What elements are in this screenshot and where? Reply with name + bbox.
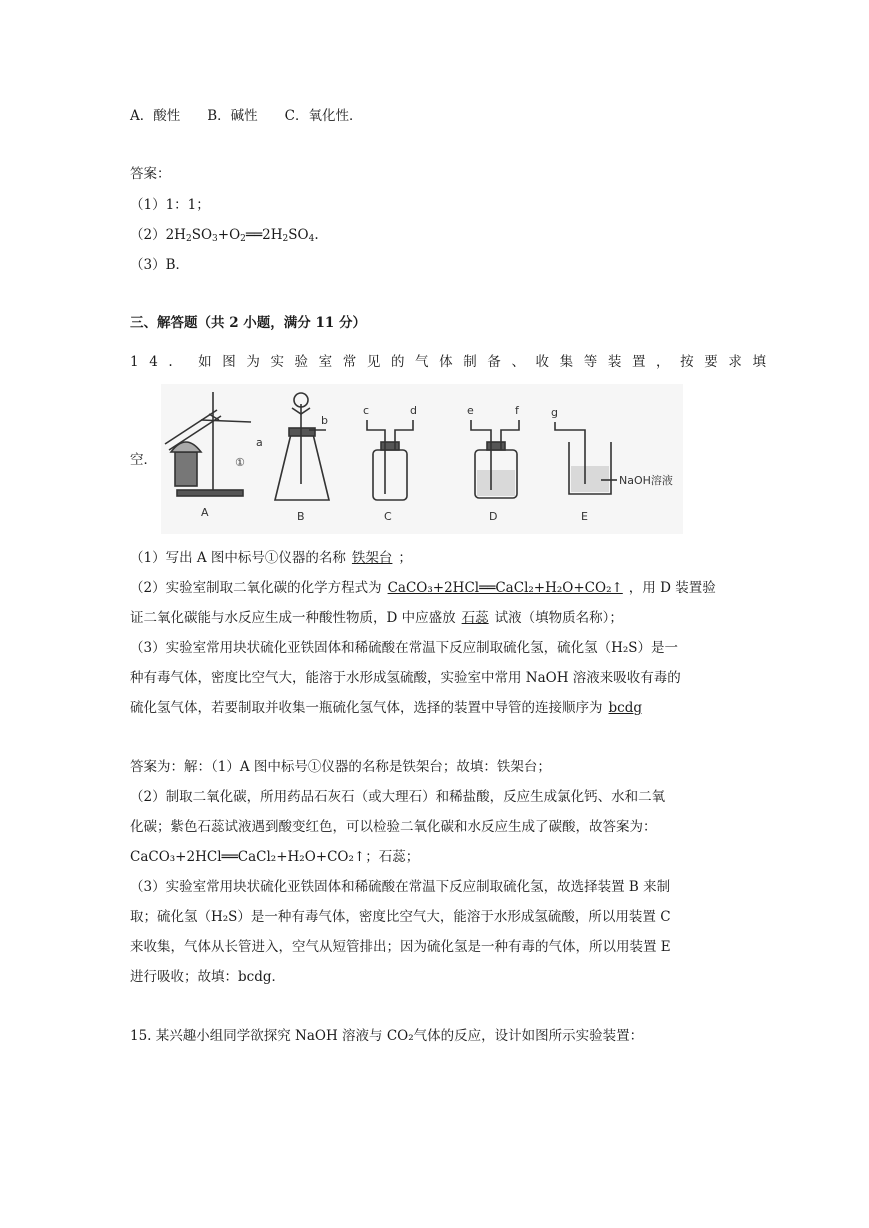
q14-answer-line7: 来收集，气体从长管进入，空气从短管排出；因为硫化氢是一种有毒的气体，所以用装置 E [130, 939, 671, 955]
equation-subscript: 2 [185, 234, 192, 244]
equation-part: SO [288, 227, 309, 243]
tube-label-b: b [321, 414, 328, 427]
tube-label-a: a [256, 436, 263, 449]
tube-label-c: c [363, 404, 370, 417]
tube-label-e: e [467, 404, 474, 417]
q14-part-3-line3-text: 硫化氢气体，若要制取并收集一瓶硫化氢气体，选择的装置中导管的连接顺序为 [130, 700, 603, 716]
q14-part-2-line1 [130, 578, 716, 598]
q14-part-1-answer: 铁架台 [351, 550, 393, 566]
q14-part-2-text: （2）实验室制取二氧化碳的化学方程式为 [130, 580, 382, 596]
q14-part-3-line2: 种有毒气体，密度比空气大，能溶于水形成氢硫酸，实验室中常用 NaOH 溶液来吸收有毒的 [130, 670, 681, 686]
answer-part-1: （1）1：1； [130, 197, 210, 213]
tube-label-f: f [515, 404, 519, 417]
q14-stem-line2: 空． [130, 452, 157, 468]
equation-part: 2H [165, 227, 186, 243]
q14-answer-line4: CaCO₃+2HCl══CaCl₂+H₂O+CO₂↑；石蕊； [130, 849, 420, 865]
equation-part: +O [217, 227, 241, 243]
apparatus-label-c: C [384, 510, 392, 523]
prev-question-options: A．酸性 B．碱性 C．氧化性． [130, 108, 363, 124]
q14-part-2-equation: CaCO₃+2HCl══CaCl₂+H₂O+CO₂↑ [387, 580, 623, 596]
apparatus-label-d: D [489, 510, 498, 523]
answer-part-3: （3）B． [130, 257, 190, 273]
circle-label: ① [235, 456, 245, 469]
q14-part-2-line2-suffix: 试液（填物质名称）； [494, 610, 623, 626]
apparatus-label-a: A [201, 506, 209, 519]
section-title: 三、解答题（共 2 小题，满分 11 分） [130, 315, 366, 331]
apparatus-figure [161, 384, 683, 534]
q14-part-3-line1: （3）实验室常用块状硫化亚铁固体和稀硫酸在常温下反应制取硫化氢，硫化氢（H₂S）是一 [130, 640, 679, 656]
q14-part-2-answer: 石蕊 [461, 610, 489, 626]
naoh-label: NaOH溶液 [619, 474, 673, 487]
q14-answer-line8: 进行吸收；故填：bcdg． [130, 969, 285, 985]
q14-part-1-suffix: ； [398, 550, 412, 566]
equation-part: . [314, 227, 319, 243]
equation-part: SO [191, 227, 213, 243]
q14-part-2-line2 [130, 608, 623, 628]
q14-part-3-answer: bcdg [608, 700, 642, 716]
answer-title: 答案： [130, 166, 171, 182]
q14-answer-line2: （2）制取二氧化碳，所用药品石灰石（或大理石）和稀盐酸，反应生成氯化钙、水和二氧 [130, 789, 666, 805]
answer-part-2-prefix: （2） [130, 227, 166, 243]
q14-part-2-line2-text: 证二氧化碳能与水反应生成一种酸性物质，D 中应盛放 [130, 610, 456, 626]
equation-part: ══2H [245, 227, 283, 243]
q15-stem: 15. 某兴趣小组同学欲探究 NaOH 溶液与 CO₂气体的反应，设计如图所示实验装置： [130, 1028, 644, 1044]
q14-answer-line6: 取；硫化氢（H₂S）是一种有毒气体，密度比空气大，能溶于水形成氢硫酸，所以用装置 C [130, 909, 671, 925]
q14-stem-line1: 14. 如图为实验室常见的气体制备、收集等装置，按要求填 [130, 354, 777, 370]
tube-label-g: g [551, 406, 558, 419]
equation-subscript: 3 [212, 234, 218, 244]
q14-part-2-suffix: ，用 D 装置验 [628, 580, 716, 596]
apparatus-label-b: B [297, 510, 305, 523]
equation-subscript: 4 [308, 234, 315, 244]
q14-answer-line5: （3）实验室常用块状硫化亚铁固体和稀硫酸在常温下反应制取硫化氢，故选择装置 B 来制 [130, 879, 671, 895]
q14-answer-line1: 答案为：解：（1）A 图中标号①仪器的名称是铁架台；故填：铁架台； [130, 759, 551, 775]
q14-part-3-line3 [130, 698, 648, 718]
q14-part-1 [130, 548, 412, 568]
q14-part-1-text: （1）写出 A 图中标号①仪器的名称 [130, 550, 346, 566]
tube-label-d: d [410, 404, 417, 417]
equation-subscript: 2 [282, 234, 289, 244]
q14-answer-line3: 化碳；紫色石蕊试液遇到酸变红色，可以检验二氧化碳和水反应生成了碳酸，故答案为： [130, 819, 657, 835]
apparatus-diagram [161, 384, 683, 534]
equation-subscript: 2 [240, 234, 246, 244]
answer-part-2 [130, 225, 319, 245]
apparatus-label-e: E [581, 510, 588, 523]
